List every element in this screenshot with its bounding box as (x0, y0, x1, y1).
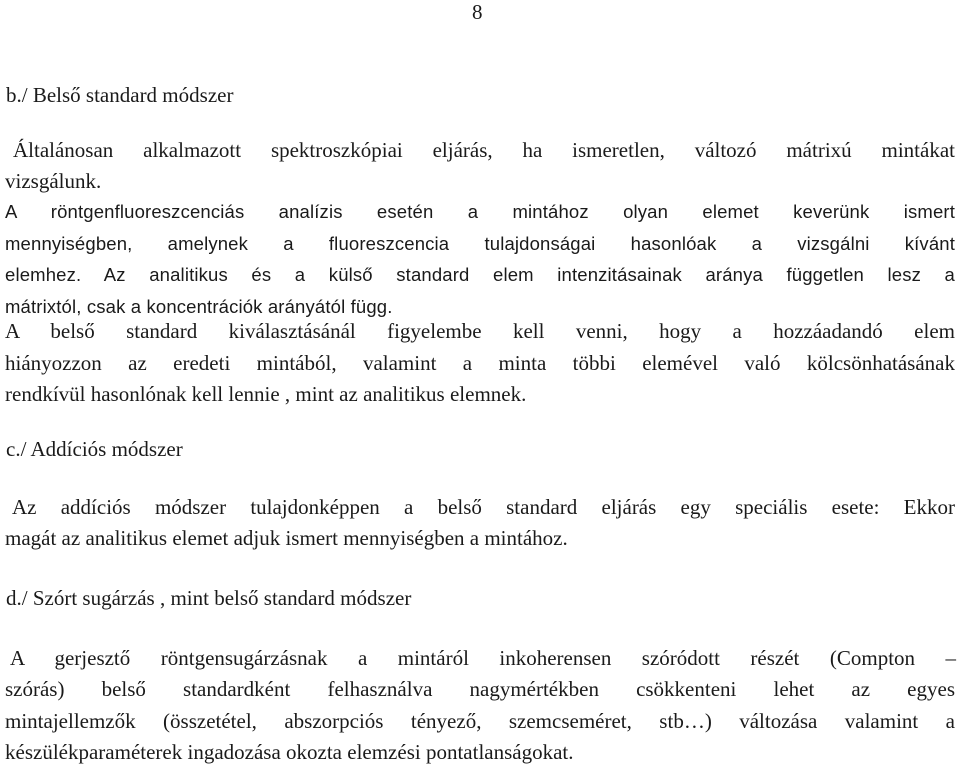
paragraph-b-1 (13, 135, 955, 167)
paragraph-c-1 (12, 492, 955, 524)
text-line: rendkívül hasonlónak kell lennie , mint az analitikus elemnek. (5, 382, 527, 406)
text-line: készülékparaméterek ingadozása okozta elemzési pontatlanságokat. (5, 740, 574, 764)
text-line: mátrixtól, csak a koncentrációk arányától függ. (5, 295, 393, 317)
text-line: hiányozzon az eredeti mintából, valamint a minta többi elemével való kölcsönhatásának (5, 350, 955, 375)
text-line: mennyiségben, amelynek a fluoreszcencia tulajdonságai hasonlóak a vizsgálni kívánt (5, 232, 955, 254)
text-line: vizsgálunk. (5, 169, 102, 193)
text-line: szórás) belső standardként felhasználva nagymértékben csökkenteni lehet az egyes (5, 677, 955, 701)
section-heading-b: b./ Belső standard módszer (6, 83, 234, 107)
section-heading-c: c./ Addíciós módszer (6, 437, 183, 461)
text-line: elemhez. Az analitikus és a külső standard elem intenzitásainak aránya független lesz a (5, 264, 955, 285)
page-number: 8 (472, 0, 483, 24)
text-line: mintajellemzők (összetétel, abszorpciós tényező, szemcseméret, stb…) változása valamint a (5, 708, 955, 733)
text-line: A röntgenfluoreszcenciás analízis esetén a mintához olyan elemet keverünk ismert (5, 201, 955, 222)
paragraph-b-3 (5, 316, 955, 411)
paragraph-c-1-cont (5, 523, 955, 555)
paragraph-d-1 (10, 643, 956, 675)
paragraph-b-1-cont (5, 166, 955, 198)
paragraph-b-2 (5, 196, 955, 322)
text-line: Az addíciós módszer tulajdonképpen a belső standard eljárás egy speciális esete: Ekkor (12, 495, 955, 519)
text-line: magát az analitikus elemet adjuk ismert mennyiségben a mintához. (5, 526, 568, 550)
section-heading-d: d./ Szórt sugárzás , mint belső standard módszer (6, 586, 412, 610)
text-line: A gerjesztő röntgensugárzásnak a mintáról inkoherensen szóródott részét (Compton – (10, 646, 956, 670)
text-line: Általánosan alkalmazott spektroszkópiai eljárás, ha ismeretlen, változó mátrixú mintákat (13, 138, 955, 162)
paragraph-d-1-cont (5, 674, 955, 769)
text-line: A belső standard kiválasztásánál figyelembe kell venni, hogy a hozzáadandó elem (5, 319, 955, 343)
